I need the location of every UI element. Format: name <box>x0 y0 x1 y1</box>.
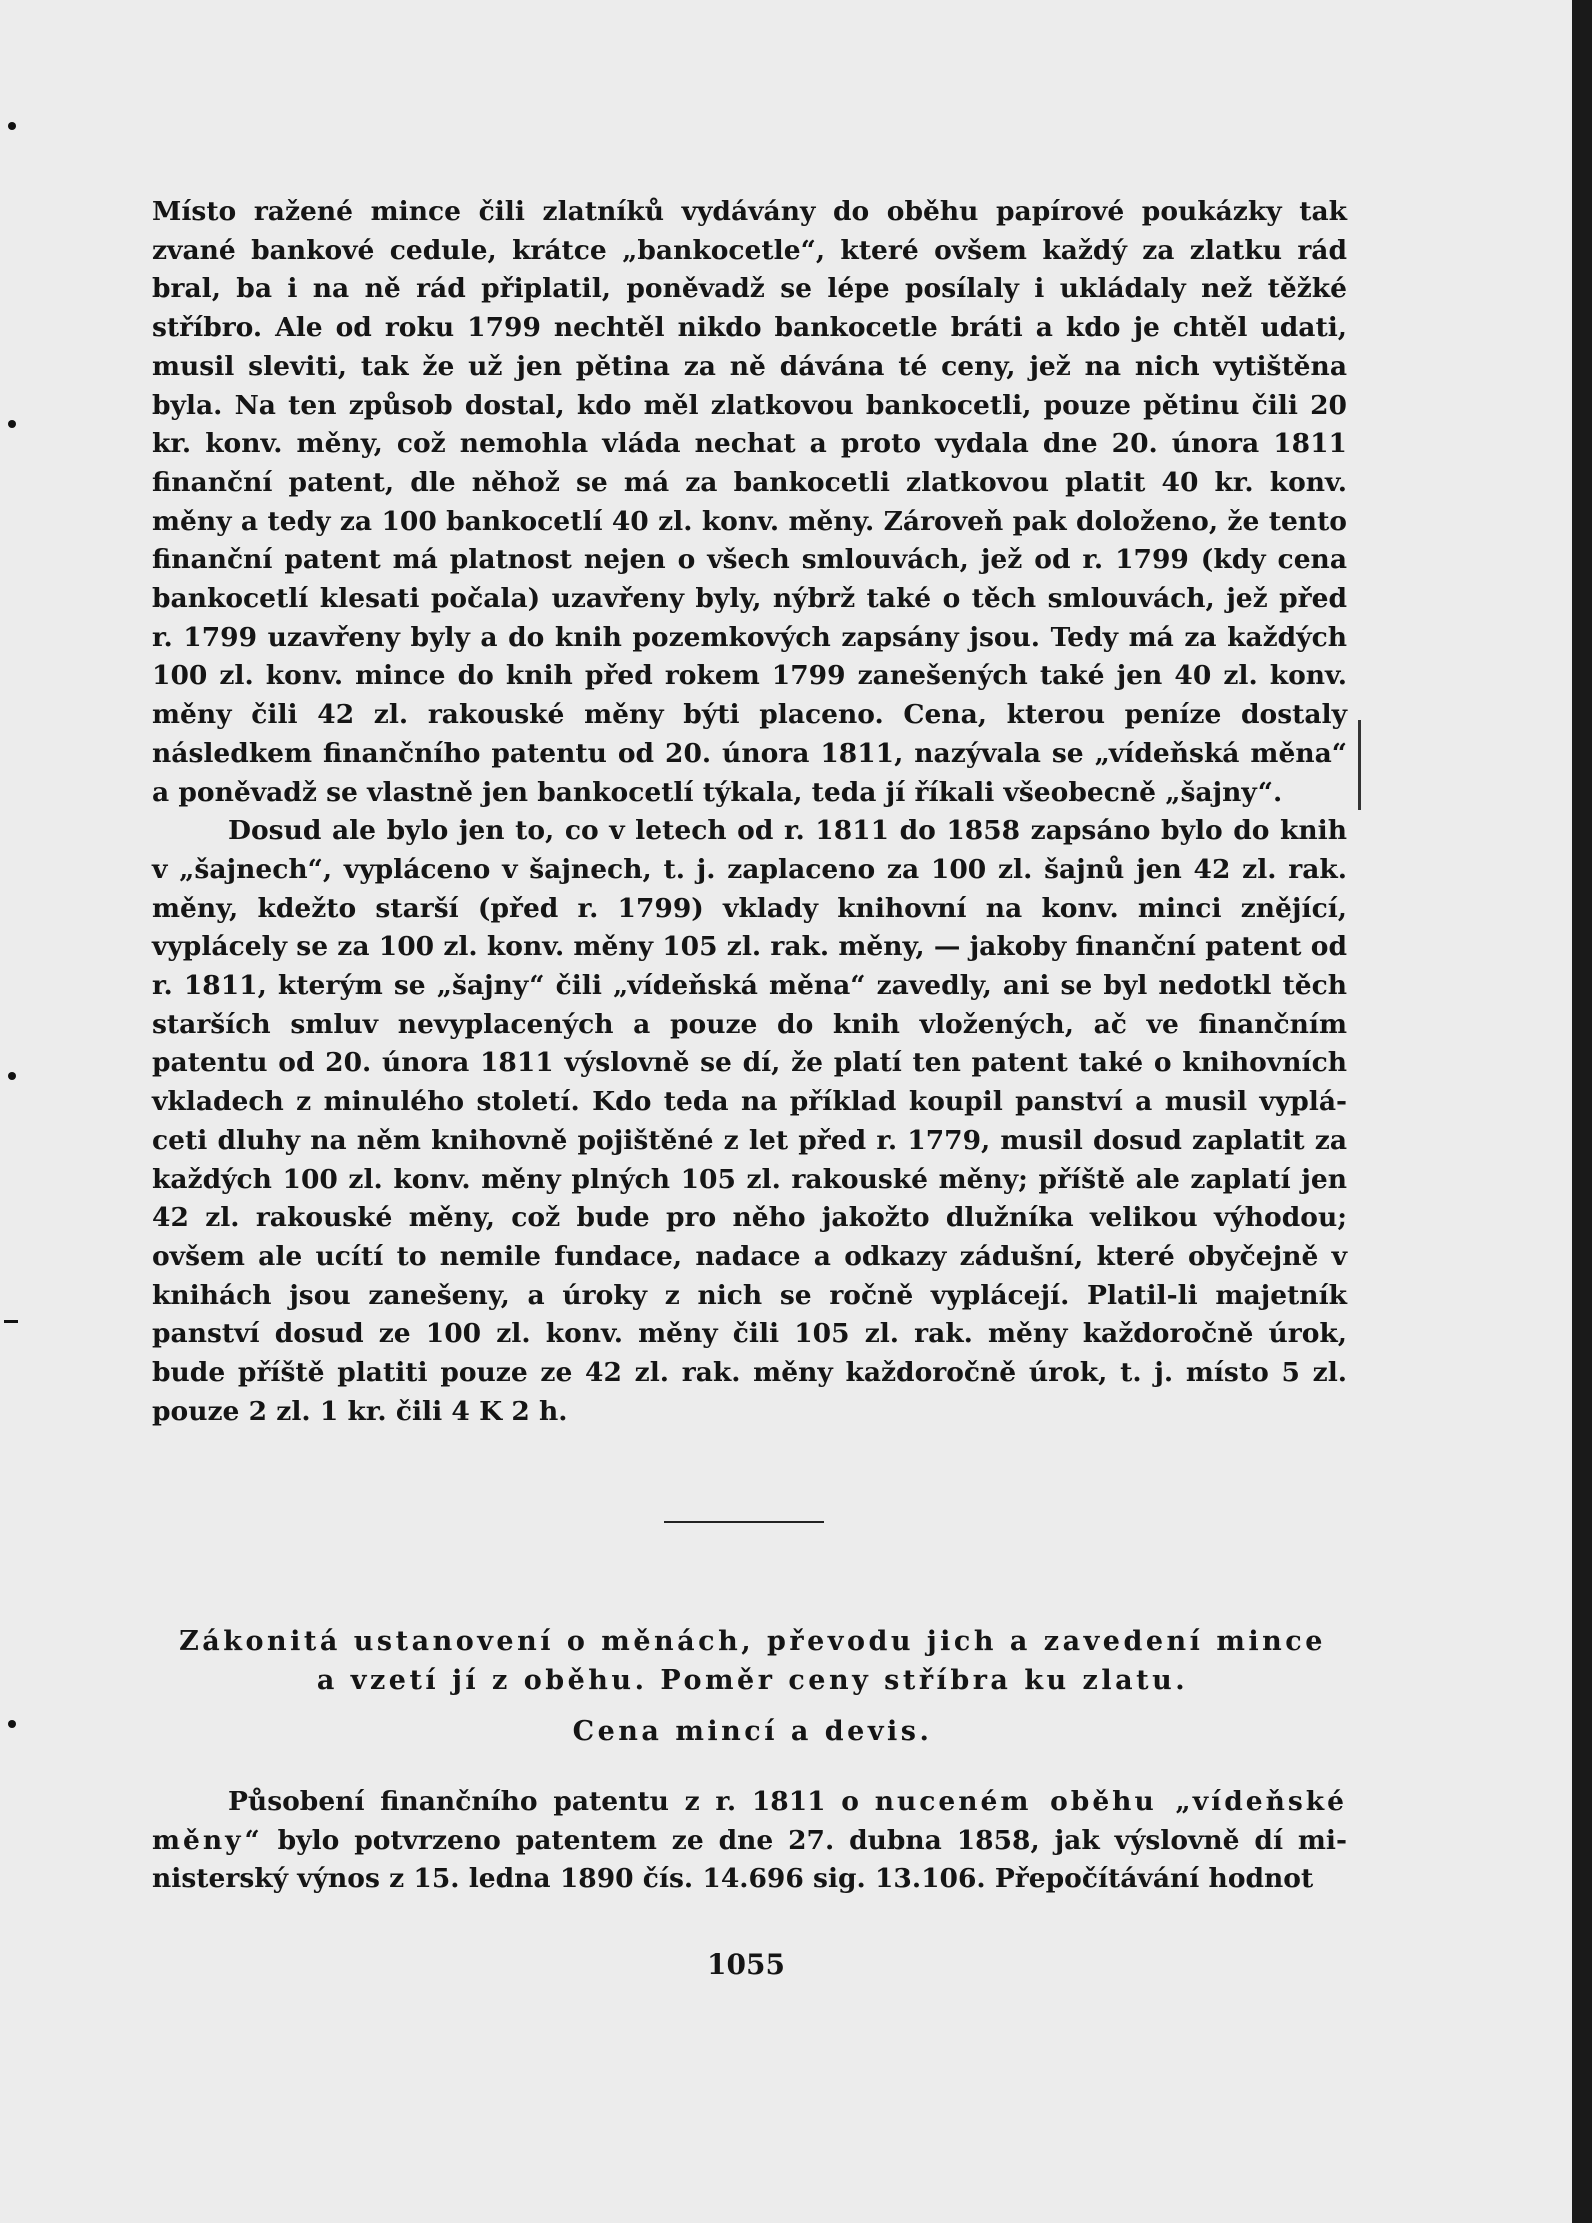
paragraph-2: Dosud ale bylo jen to, co v letech od r. 1811 do 1858 zapsáno bylo do knih v „šajnech“, vypláceno v šajnech, t. j. zaplaceno za 100 zl. šajnů jen 42 zl. rak. měny, kdežto starší (před r. 1799) vklady knihovní na konv. minci znějící, vyplácely se za 100 zl. konv. měny 105 zl. rak. měny, — jakoby finanční patent od r. 1811, kterým se „šajny“ čili „vídeňská měna“ zavedly, ani se byl nedotkl těch starších smluv nevyplacených a pouze do knih vložených, ač ve finančním patentu od 20. února 1811 výslovně se dí, že platí ten patent také o knihovních vkladech z minulého století. Kdo teda na příklad koupil panství a musil vypláceti dluhy na něm knihovně pojištěné z let před r. 1779, musil dosud zaplatit za každých 100 zl. konv. měny plných 105 zl. rakouské měny; příště ale zaplatí jen 42 zl. rakouské měny, což bude pro něho jakožto dlužníka velikou výhodou; ovšem ale ucítí to nemile fundace, nadace a odkazy zádušní, které obyčejně v knihách jsou zanešeny, a úroky z nich se ročně vyplácejí. Platil-li majetník panství dosud ze 100 zl. konv. měny čili 105 zl. rak. měny každoročně úrok, bude příště platiti pouze ze 42 zl. rak. měny každoročně úrok, t. j. místo 5 zl. pouze 2 zl. 1 kr. čili 4 K 2 h. <box>152 815 1347 1427</box>
margin-annotation-line <box>1358 720 1361 810</box>
section-divider <box>664 1521 824 1523</box>
binding-mark <box>4 1320 18 1323</box>
section-subheading: Cena mincí a devis. <box>572 1716 933 1747</box>
binding-mark <box>8 1072 16 1080</box>
paragraph-3-emphasis: nuceném oběhu „vídeňské měny“ <box>152 1786 1347 1856</box>
body-text <box>152 193 1347 1432</box>
paragraph-3-part-2: bylo potvrzeno patentem ze dne 27. dubna 1858, jak výslovně dí ministerský výnos z 15. ledna 1890 čís. 14.696 sig. 13.106. Přepočítávání hodnot <box>152 1824 1347 1895</box>
paragraph-3-part-1: Působení finančního patentu z r. 1811 o <box>228 1786 875 1817</box>
section-heading-line-2: a vzetí jí z oběhu. Poměr ceny stříbra ku zlatu. <box>316 1665 1189 1696</box>
section-heading-line-1: Zákonitá ustanovení o měnách, převodu jich a zavedení mince <box>179 1626 1326 1657</box>
scan-edge <box>1572 0 1592 2223</box>
page-number: 1055 <box>707 1948 785 1981</box>
binding-mark <box>8 420 16 428</box>
paragraph-1: Místo ražené mince čili zlatníků vydávány do oběhu papírové poukázky tak zvané bankové cedule, krátce „bankocetle“, které ovšem každý za zlatku rád bral, ba i na ně rád připlatil, poněvadž se lépe posílaly i ukládaly než těžké stříbro. Ale od roku 1799 nechtěl nikdo bankocetle bráti a kdo je chtěl udati, musil sleviti, tak že už jen pětina za ně dávána té ceny, jež na nich vytištěna byla. Na ten způsob dostal, kdo měl zlatkovou bankocetli, pouze pětinu čili 20 kr. konv. měny, což nemohla vláda nechat a proto vydala dne 20. února 1811 finanční patent, dle něhož se má za bankocetli zlatkovou platit 40 kr. konv. měny a tedy za 100 bankocetlí 40 zl. konv. měny. Zároveň pak doloženo, že tento finanční patent má platnost nejen o všech smlouvách, jež od r. 1799 (kdy cena bankocetlí klesati počala) uzavřeny byly, nýbrž také o těch smlouvách, jež před r. 1799 uzavřeny byly a do knih pozemkových zapsány jsou. Tedy má za každých 100 zl. konv. mince do knih před rokem 1799 zanešených také jen 40 zl. konv. měny čili 42 zl. rakouské měny býti placeno. Cena, kterou peníze dostaly následkem finančního patentu od 20. února 1811, nazývala se „vídeňská měna“ a poněvadž se vlastně jen bankocetlí týkala, teda jí říkali všeobecně „šajny“. <box>152 196 1347 808</box>
binding-mark <box>8 1720 16 1728</box>
binding-mark <box>8 122 16 130</box>
paragraph-3 <box>152 1783 1347 1899</box>
